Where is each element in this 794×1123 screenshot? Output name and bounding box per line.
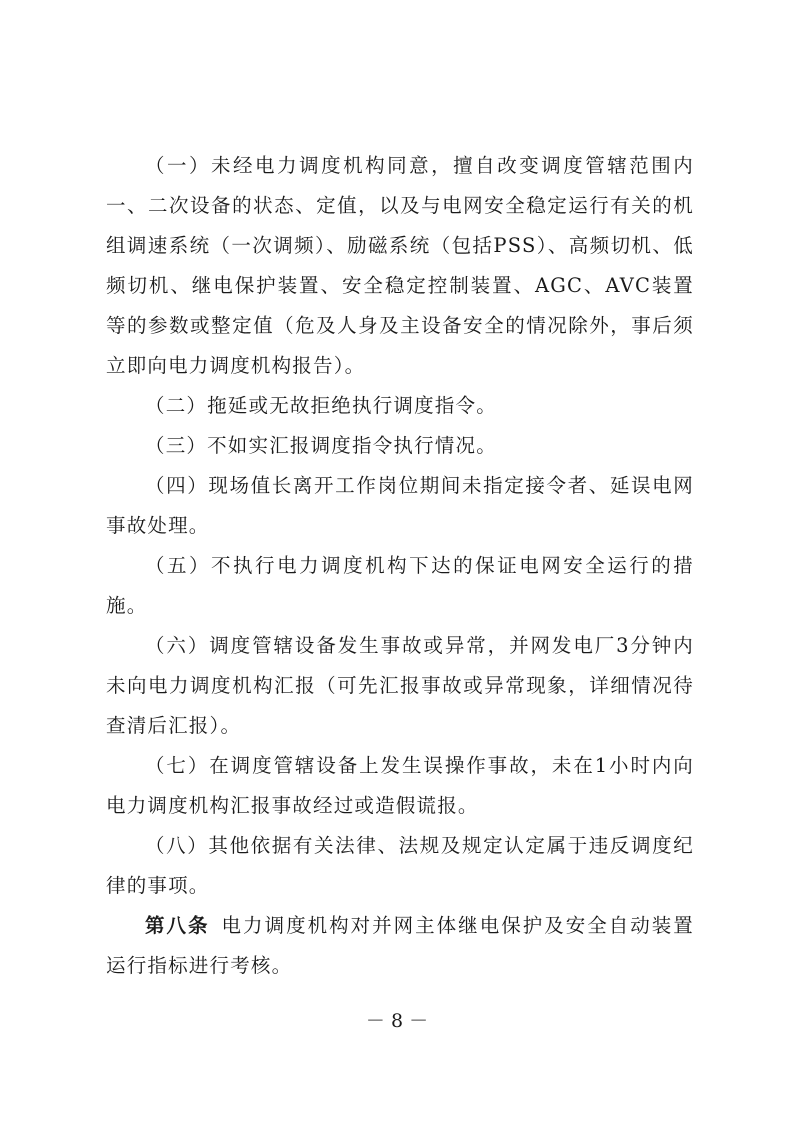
article-8 <box>106 906 694 986</box>
clause-3: （三）不如实汇报调度指令执行情况。 <box>145 434 497 457</box>
clause-1: （一）未经电力调度机构同意，擅自改变调度管辖范围内一、二次设备的状态、定值，以及与电网安全稳定运行有关的机组调速系统（一次调频）、励磁系统（包括PSS）、高频切机、低频切机、继电保护装置、安全稳定控制装置、AGC、AVC装置等的参数或整定值（危及人身及主设备安全的情况除外，事后须立即向电力调度机构报告）。 <box>106 154 694 377</box>
clause-6: （六）调度管辖设备发生事故或异常，并网发电厂3分钟内未向电力调度机构汇报（可先汇报事故或异常现象，详细情况待查清后汇报）。 <box>106 634 694 737</box>
clause-2: （二）拖延或无故拒绝执行调度指令。 <box>145 394 497 417</box>
article-8-text: 电力调度机构对并网主体继电保护及安全自动装置运行指标进行考核。 <box>106 914 694 977</box>
clause-8: （八）其他依据有关法律、法规及规定认定属于违反调度纪律的事项。 <box>106 834 694 897</box>
clause-7: （七）在调度管辖设备上发生误操作事故，未在1小时内向电力调度机构汇报事故经过或造假谎报。 <box>106 754 694 817</box>
page-number: － 8 － <box>365 1010 429 1032</box>
article-8-number: 第八条 <box>145 914 210 937</box>
clause-5: （五）不执行电力调度机构下达的保证电网安全运行的措施。 <box>106 554 694 617</box>
clause-4: （四）现场值长离开工作岗位期间未指定接令者、延误电网事故处理。 <box>106 474 694 537</box>
document-body <box>106 146 694 986</box>
